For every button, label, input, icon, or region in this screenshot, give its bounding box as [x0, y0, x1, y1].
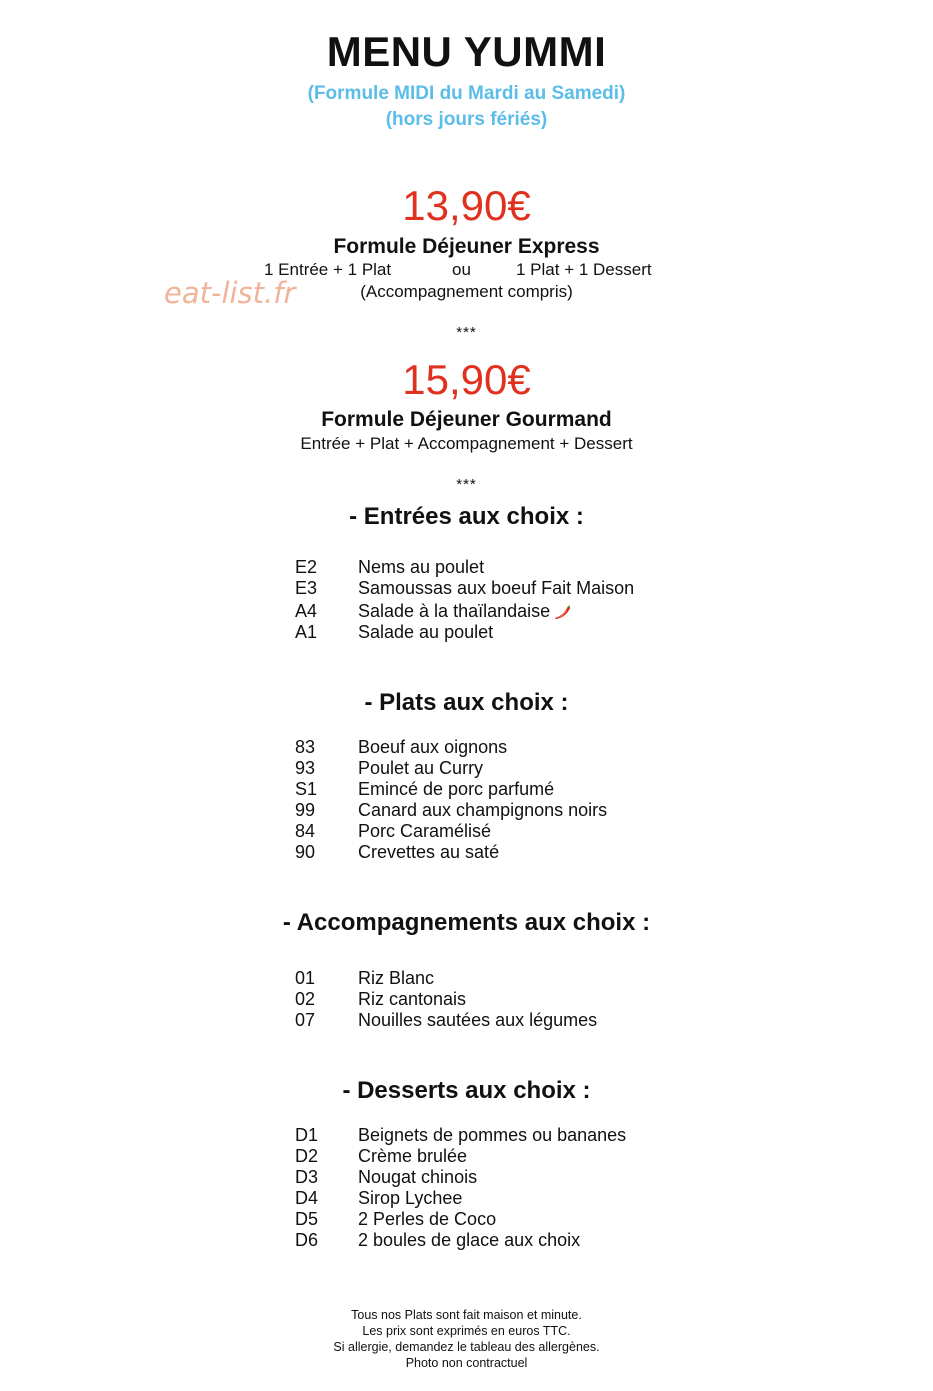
express-option-b: 1 Plat + 1 Dessert: [516, 260, 652, 279]
item-code: E3: [295, 578, 318, 598]
section-title-desserts: - Desserts aux choix :: [342, 1077, 591, 1104]
item-name: Crème brulée: [358, 1146, 468, 1166]
item-code: S1: [295, 779, 318, 799]
item-name: Crevettes au saté: [358, 842, 500, 862]
section-title-plats: - Plats aux choix :: [364, 689, 569, 716]
item-name: 2 boules de glace aux choix: [358, 1230, 581, 1250]
item-name-with-icon: [358, 601, 572, 622]
item-code: D3: [295, 1167, 319, 1187]
chili-pepper-icon: [554, 604, 572, 620]
footer-note-prices: Les prix sont exprimés en euros TTC.: [362, 1324, 571, 1338]
express-note: (Accompagnement compris): [360, 282, 573, 301]
footer-note-homemade: Tous nos Plats sont fait maison et minute.: [351, 1308, 582, 1322]
footer-note-photo: Photo non contractuel: [405, 1356, 528, 1370]
item-code: 99: [295, 800, 316, 820]
gourmand-formula-name: Formule Déjeuner Gourmand: [321, 408, 612, 431]
separator: ***: [456, 476, 477, 493]
item-name: Beignets de pommes ou bananes: [358, 1125, 627, 1145]
menu-subtitle-days: (Formule MIDI du Mardi au Samedi): [307, 83, 626, 104]
item-code: A1: [295, 622, 318, 642]
item-code: D4: [295, 1188, 319, 1208]
item-code: 07: [295, 1010, 316, 1030]
item-name: Samoussas aux boeuf Fait Maison: [358, 578, 635, 598]
express-option-a: 1 Entrée + 1 Plat: [264, 260, 392, 279]
item-name: Boeuf aux oignons: [358, 737, 508, 757]
item-name: Nouilles sautées aux légumes: [358, 1010, 598, 1030]
item-code: 90: [295, 842, 316, 862]
item-code: 83: [295, 737, 316, 757]
gourmand-price: 15,90€: [402, 356, 531, 403]
item-code: E2: [295, 557, 318, 577]
section-title-accompagnements: - Accompagnements aux choix :: [282, 909, 651, 936]
express-or-label: ou: [452, 260, 471, 279]
item-name: Riz Blanc: [358, 968, 435, 988]
item-code: D1: [295, 1125, 319, 1145]
item-name: 2 Perles de Coco: [358, 1209, 497, 1229]
item-name: Porc Caramélisé: [358, 821, 492, 841]
item-name: Emincé de porc parfumé: [358, 779, 555, 799]
item-name: Salade à la thaïlandaise: [358, 601, 551, 621]
footer-note-allergy: Si allergie, demandez le tableau des allergènes.: [333, 1340, 600, 1354]
item-name: Nougat chinois: [358, 1167, 478, 1187]
menu-title: MENU YUMMI: [326, 28, 607, 75]
item-code: D6: [295, 1230, 319, 1250]
item-code: 01: [295, 968, 316, 988]
separator: ***: [456, 324, 477, 341]
item-code: 93: [295, 758, 316, 778]
item-name: Poulet au Curry: [358, 758, 484, 778]
section-title-entrees: - Entrées aux choix :: [349, 503, 584, 530]
item-code: D5: [295, 1209, 319, 1229]
item-name: Sirop Lychee: [358, 1188, 463, 1208]
item-code: 84: [295, 821, 316, 841]
item-name: Canard aux champignons noirs: [358, 800, 608, 820]
gourmand-description: Entrée + Plat + Accompagnement + Dessert: [300, 434, 633, 453]
watermark-logo: eat-list.fr: [164, 276, 296, 310]
express-formula-name: Formule Déjeuner Express: [333, 235, 600, 258]
item-name: Salade au poulet: [358, 622, 494, 642]
item-code: 02: [295, 989, 316, 1009]
item-name: Nems au poulet: [358, 557, 485, 577]
express-price: 13,90€: [402, 182, 531, 229]
menu-subtitle-holidays: (hors jours fériés): [385, 109, 548, 130]
item-name: Riz cantonais: [358, 989, 467, 1009]
item-code: A4: [295, 601, 318, 621]
item-code: D2: [295, 1146, 319, 1166]
